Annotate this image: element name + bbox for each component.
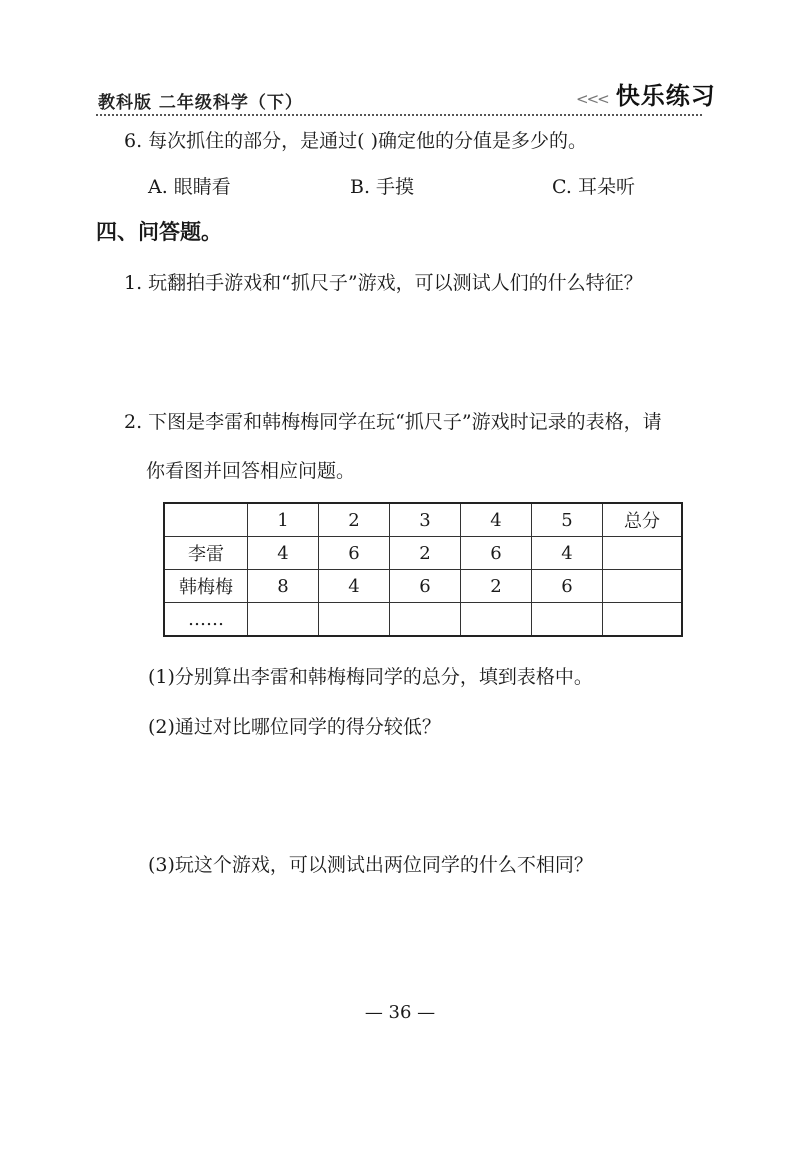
table-row bbox=[164, 570, 682, 603]
option-b: B. 手摸 bbox=[350, 176, 415, 198]
table-row bbox=[164, 603, 682, 637]
subquestion-2: (2)通过对比哪位同学的得分较低？ bbox=[148, 716, 441, 738]
table-cell: 6 bbox=[532, 570, 603, 603]
table-cell: 4 bbox=[248, 537, 319, 570]
table-cell[interactable] bbox=[603, 570, 683, 603]
score-table bbox=[163, 502, 683, 637]
table-cell: 2 bbox=[390, 537, 461, 570]
table-cell: 8 bbox=[248, 570, 319, 603]
option-c: C. 耳朵听 bbox=[552, 176, 635, 198]
header-title: 快乐练习 bbox=[615, 82, 716, 110]
question-6-options bbox=[148, 172, 668, 198]
subquestion-3: (3)玩这个游戏，可以测试出两位同学的什么不相同？ bbox=[148, 854, 593, 876]
table-header-cell: 2 bbox=[319, 503, 390, 537]
subquestion-1: (1)分别算出李雷和韩梅梅同学的总分，填到表格中。 bbox=[148, 666, 593, 688]
table-cell bbox=[603, 603, 683, 637]
header-divider bbox=[96, 114, 702, 116]
section-title: 四、问答题。 bbox=[96, 220, 222, 244]
table-cell: 4 bbox=[532, 537, 603, 570]
table-header-cell: 5 bbox=[532, 503, 603, 537]
table-cell bbox=[461, 603, 532, 637]
table-header-cell: 1 bbox=[248, 503, 319, 537]
table-cell: 6 bbox=[390, 570, 461, 603]
table-row bbox=[164, 537, 682, 570]
table-header-cell: 3 bbox=[390, 503, 461, 537]
question-2-line-2: 你看图并回答相应问题。 bbox=[146, 460, 356, 482]
edition-label: 教科版 二年级科学（下） bbox=[98, 93, 303, 113]
page-number: — 36 — bbox=[364, 1002, 436, 1023]
table-cell: …… bbox=[164, 603, 248, 637]
question-1: 1. 玩翻拍手游戏和“抓尺子”游戏，可以测试人们的什么特征？ bbox=[124, 272, 643, 294]
table-header-cell: 4 bbox=[461, 503, 532, 537]
table-cell: 2 bbox=[461, 570, 532, 603]
table-cell[interactable] bbox=[603, 537, 683, 570]
table-cell bbox=[532, 603, 603, 637]
option-a: A. 眼睛看 bbox=[148, 176, 231, 198]
table-cell bbox=[390, 603, 461, 637]
table-header-cell: 总分 bbox=[603, 503, 683, 537]
table-cell: 6 bbox=[319, 537, 390, 570]
question-2-line-1: 2. 下图是李雷和韩梅梅同学在玩“抓尺子”游戏时记录的表格，请 bbox=[124, 411, 662, 433]
chevrons-left-icon: <<< bbox=[576, 89, 608, 108]
table-cell bbox=[319, 603, 390, 637]
table-cell bbox=[248, 603, 319, 637]
table-header-row bbox=[164, 503, 682, 537]
question-6: 6. 每次抓住的部分，是通过( )确定他的分值是多少的。 bbox=[124, 130, 588, 152]
table-header-cell bbox=[164, 503, 248, 537]
table-cell: 李雷 bbox=[164, 537, 248, 570]
table-cell: 6 bbox=[461, 537, 532, 570]
table-cell: 4 bbox=[319, 570, 390, 603]
table-cell: 韩梅梅 bbox=[164, 570, 248, 603]
header-brand bbox=[576, 76, 716, 111]
